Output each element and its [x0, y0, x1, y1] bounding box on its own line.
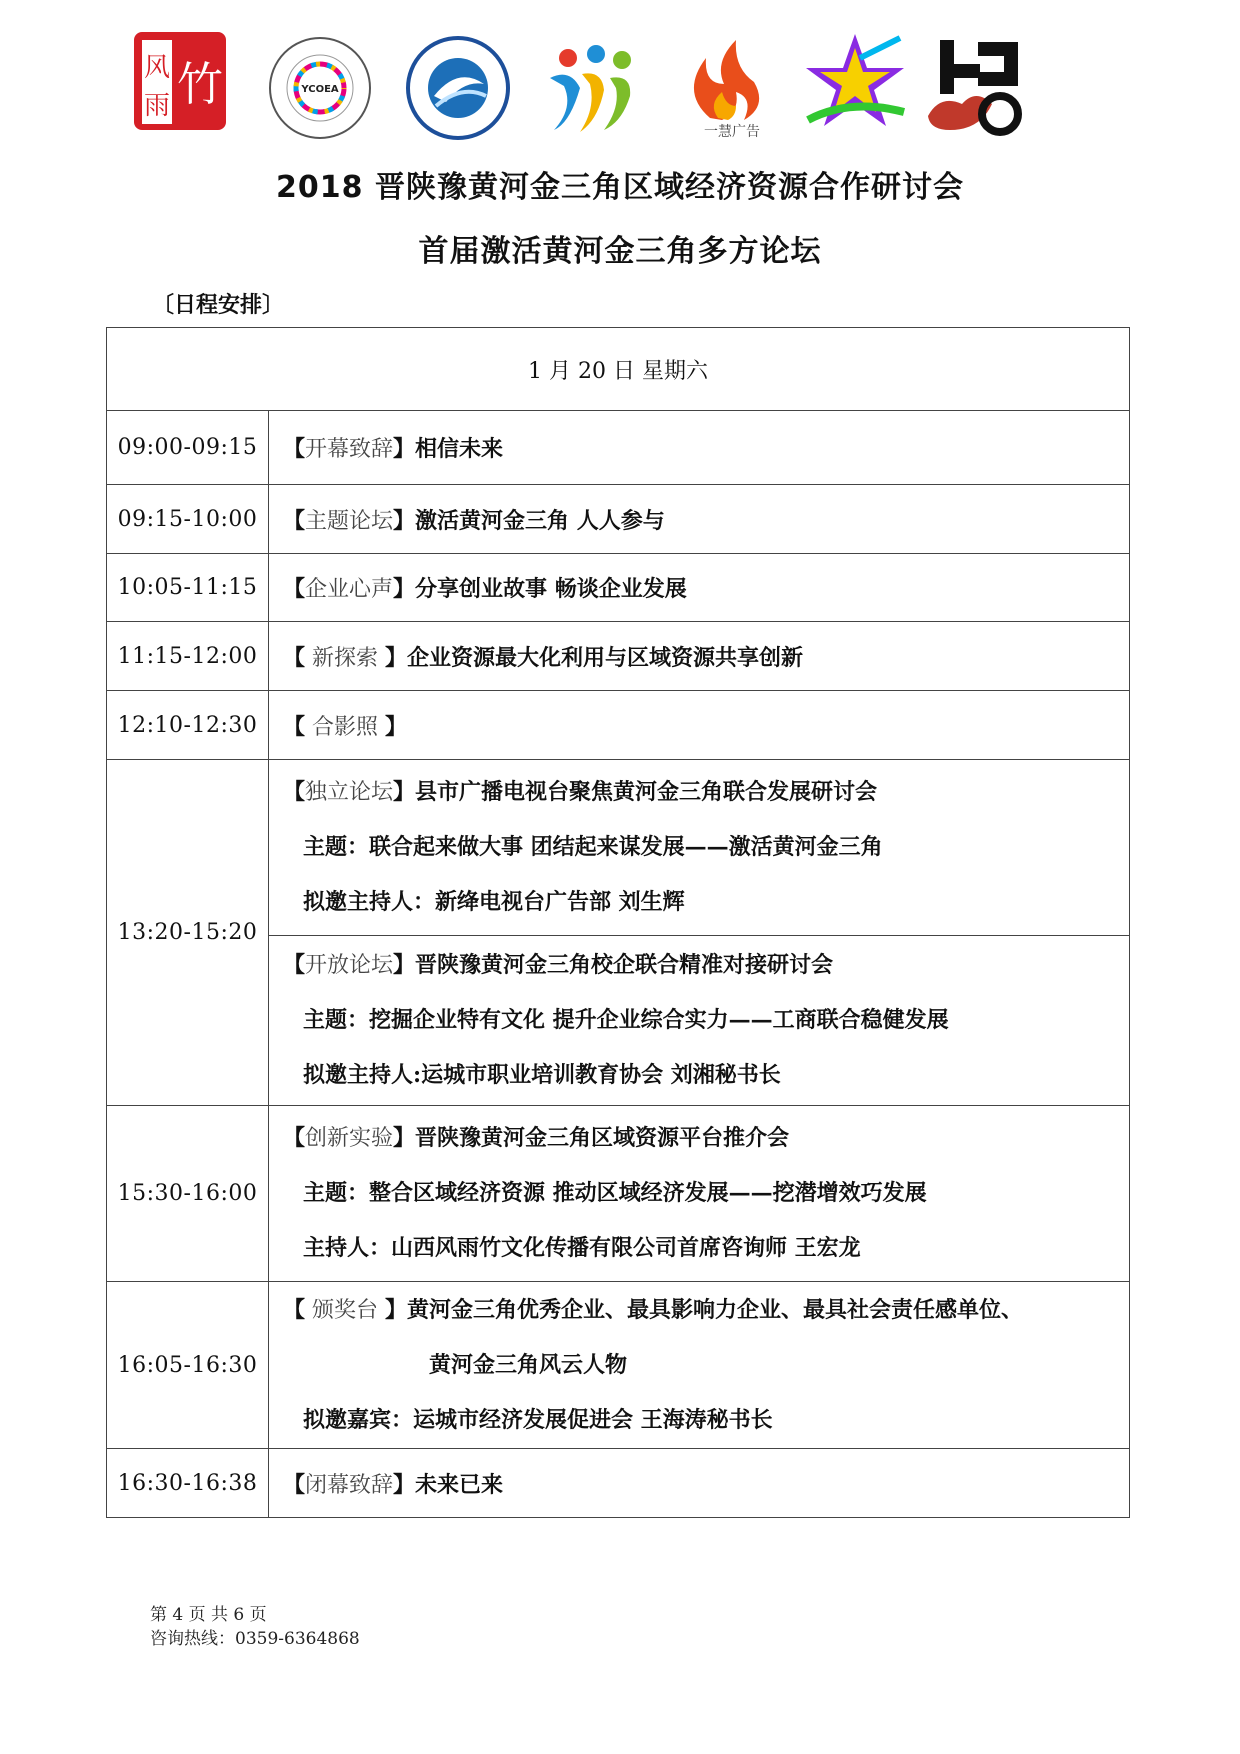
session-host: 主持人：山西风雨竹文化传播有限公司首席咨询师 王宏龙 — [303, 1235, 861, 1261]
session-theme: 主题：联合起来做大事 团结起来谋发展——激活黄河金三角 — [303, 834, 883, 860]
time-cell: 15:30-16:00 — [107, 1106, 269, 1282]
svg-text:雨: 雨 — [143, 91, 171, 121]
session-label: 闭幕致辞 — [305, 1472, 394, 1498]
content-cell: 【开放论坛】晋陕豫黄河金三角校企联合精准对接研讨会 主题：挖掘企业特有文化 提升企业综合实力——工商联合稳健发展 拟邀主持人:运城市职业培训教育协会 刘湘秘书长 — [269, 936, 1130, 1106]
session-desc: 激活黄河金三角 人人参与 — [415, 507, 665, 534]
session-guest: 拟邀嘉宾：运城市经济发展促进会 王海涛秘书长 — [303, 1406, 773, 1433]
time-cell: 12:10-12:30 — [107, 691, 269, 760]
content-cell: 【 合影照 】 — [269, 691, 1130, 760]
time-cell: 16:30-16:38 — [107, 1449, 269, 1518]
content-cell: 【创新实验】晋陕豫黄河金三角区域资源平台推介会 主题：整合区域经济资源 推动区域经济发展——挖潜增效巧发展 主持人：山西风雨竹文化传播有限公司首席咨询师 王宏龙 — [269, 1106, 1130, 1282]
session-desc: 企业资源最大化利用与区域资源共享创新 — [407, 644, 804, 671]
svg-text:风: 风 — [143, 53, 171, 83]
section-heading: 〔日程安排〕 — [152, 293, 285, 318]
session-theme: 主题：挖掘企业特有文化 提升企业综合实力——工商联合稳健发展 — [303, 1007, 949, 1033]
session-desc: 晋陕豫黄河金三角校企联合精准对接研讨会 — [415, 952, 834, 978]
time-cell: 09:15-10:00 — [107, 485, 269, 554]
people-logo — [540, 38, 640, 142]
session-host: 拟邀主持人:运城市职业培训教育协会 刘湘秘书长 — [303, 1062, 781, 1088]
content-cell: 【闭幕致辞】未来已来 — [269, 1449, 1130, 1518]
session-label: 主题论坛 — [305, 508, 394, 534]
schedule-date: 1 月 20 日 星期六 — [107, 328, 1130, 411]
content-cell: 【主题论坛】激活黄河金三角 人人参与 — [269, 485, 1130, 554]
table-row — [107, 622, 1130, 691]
schedule-table — [106, 327, 1130, 1518]
content-cell: 【独立论坛】县市广播电视台聚焦黄河金三角联合发展研讨会 主题：联合起来做大事 团结起来谋发展——激活黄河金三角 拟邀主持人：新绛电视台广告部 刘生辉 — [269, 760, 1130, 936]
document-title: 2018 晋陕豫黄河金三角区域经济资源合作研讨会 — [276, 170, 964, 205]
logo-row — [120, 28, 1120, 148]
table-row — [107, 760, 1130, 936]
svg-text:竹: 竹 — [177, 57, 223, 111]
hotline: 咨询热线：0359-6364868 — [150, 1629, 360, 1649]
content-cell: 【 颁奖台 】黄河金三角优秀企业、最具影响力企业、最具社会责任感单位、 黄河金三角风云人物 拟邀嘉宾：运城市经济发展促进会 王海涛秘书长 — [269, 1282, 1130, 1449]
session-desc: 县市广播电视台聚焦黄河金三角联合发展研讨会 — [415, 779, 878, 805]
ycoea-logo — [268, 36, 372, 144]
table-row — [107, 1449, 1130, 1518]
content-cell: 【开幕致辞】相信未来 — [269, 411, 1130, 485]
session-desc: 黄河金三角优秀企业、最具影响力企业、最具社会责任感单位、 — [407, 1296, 1024, 1323]
session-label: 新探索 — [305, 645, 386, 671]
time-cell: 11:15-12:00 — [107, 622, 269, 691]
session-desc-cont: 黄河金三角风云人物 — [429, 1351, 628, 1378]
yihui-ad-logo-text: 一慧广告 — [704, 124, 760, 140]
session-theme: 主题：整合区域经济资源 推动区域经济发展——挖潜增效巧发展 — [303, 1180, 927, 1206]
time-cell: 10:05-11:15 — [107, 554, 269, 622]
fengyuzhu-logo — [130, 28, 230, 138]
polytechnic-college-logo — [406, 36, 510, 144]
table-row — [107, 1106, 1130, 1282]
table-row — [107, 554, 1130, 622]
table-row — [107, 411, 1130, 485]
page-number: 第 4 页 共 6 页 — [150, 1605, 267, 1625]
svg-text:YCOEA: YCOEA — [301, 84, 339, 95]
yuncheng-logo — [920, 34, 1030, 142]
session-label: 开放论坛 — [305, 953, 394, 978]
session-label: 创新实验 — [305, 1126, 394, 1151]
time-cell: 16:05-16:30 — [107, 1282, 269, 1449]
session-desc: 晋陕豫黄河金三角区域资源平台推介会 — [415, 1125, 790, 1151]
date-row — [107, 328, 1130, 411]
session-label: 开幕致辞 — [305, 437, 394, 462]
content-cell: 【企业心声】分享创业故事 畅谈企业发展 — [269, 554, 1130, 622]
time-cell: 09:00-09:15 — [107, 411, 269, 485]
table-row — [107, 1282, 1130, 1449]
session-desc: 相信未来 — [415, 436, 504, 462]
table-row — [107, 691, 1130, 760]
session-label: 独立论坛 — [305, 780, 394, 805]
content-cell: 【 新探索 】企业资源最大化利用与区域资源共享创新 — [269, 622, 1130, 691]
yihui-ad-logo — [670, 32, 780, 146]
session-label: 合影照 — [305, 714, 386, 740]
session-label: 颁奖台 — [305, 1297, 386, 1323]
time-cell: 13:20-15:20 — [107, 760, 269, 1106]
document-subtitle: 首届激活黄河金三角多方论坛 — [418, 234, 822, 269]
star-logo — [800, 28, 910, 142]
session-desc: 分享创业故事 畅谈企业发展 — [415, 576, 687, 602]
session-host: 拟邀主持人：新绛电视台广告部 刘生辉 — [303, 889, 685, 915]
session-desc: 未来已来 — [415, 1471, 504, 1498]
table-row — [107, 485, 1130, 554]
session-label: 企业心声 — [305, 577, 394, 602]
